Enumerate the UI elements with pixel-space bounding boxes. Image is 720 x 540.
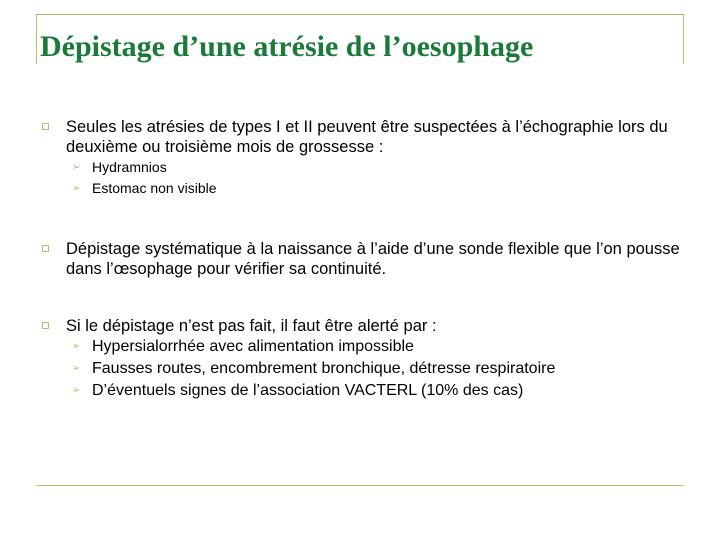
square-bullet-icon [42,245,49,252]
bullet-point-1-subs [40,157,680,199]
arrow-bullet-icon: ➢ [72,341,81,352]
slide-title: Dépistage d’une atrésie de l’oesophage [40,30,534,63]
sub-bullet-item [40,380,680,402]
arrow-bullet-icon: ➢ [72,385,81,396]
bullet-point-1-text: Seules les atrésies de types I et II peuvent être suspectées à l’échographie lors du deuxième ou troisième mois de grossesse : [66,118,668,156]
sub-bullet-item [40,358,680,380]
bullet-point-2-row [40,239,680,279]
arrow-bullet-icon: ➢ [72,363,81,374]
left-border-line [36,14,37,64]
square-bullet-icon [42,322,49,329]
bullet-point-3-row [40,316,680,336]
square-bullet-icon [42,123,49,130]
top-border-line [36,14,684,15]
bullet-point-2-text: Dépistage systématique à la naissance à l’aide d’une sonde flexible que l’on pousse dans l’œsophage pour vérifier sa continuité. [66,240,680,278]
right-border-line [683,14,684,64]
sub-bullet-text: Fausses routes, encombrement bronchique, détresse respiratoire [92,360,556,377]
bullet-point-3-text: Si le dépistage n’est pas fait, il faut être alerté par : [66,317,437,335]
bullet-point-3-subs [40,336,680,402]
sub-bullet-text: Estomac non visible [92,180,217,196]
bottom-border-line [36,485,684,486]
sub-bullet-item [40,157,680,178]
sub-bullet-item [40,336,680,358]
bullet-point-3 [40,316,680,402]
sub-bullet-text: Hydramnios [92,159,167,175]
bullet-point-2 [40,239,680,279]
sub-bullet-text: Hypersialorrhée avec alimentation impossible [92,338,414,355]
bullet-point-1 [40,117,680,199]
spacer [40,199,680,239]
slide-content [40,117,680,402]
sub-bullet-text: D’éventuels signes de l’association VACTERL (10% des cas) [92,382,524,399]
sub-bullet-item [40,178,680,199]
arrow-bullet-icon: ➢ [72,162,81,173]
bullet-point-1-row [40,117,680,157]
spacer [40,279,680,316]
arrow-bullet-icon: ➢ [72,183,81,194]
